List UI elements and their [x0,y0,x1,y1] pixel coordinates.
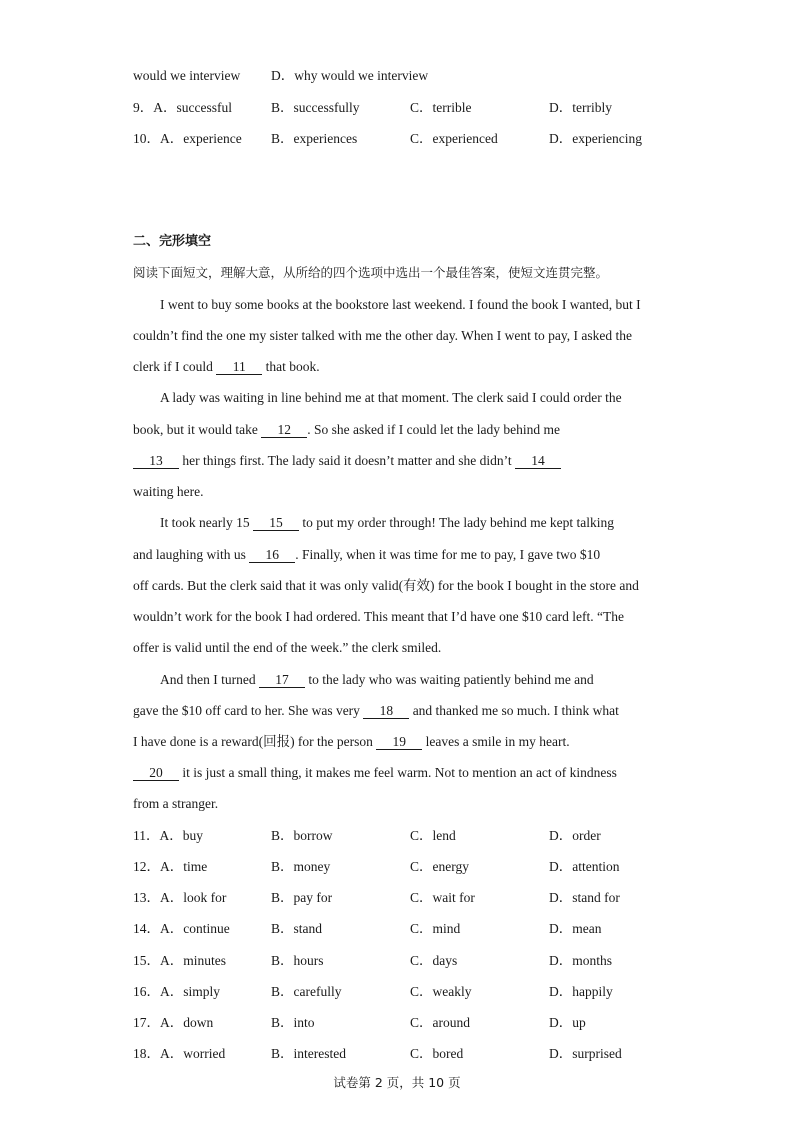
q18-option-b: B．interested [271,1046,346,1061]
q14-option-b: B．stand [271,921,323,936]
q14-option-row [133,920,693,938]
passage-line: It took nearly 15 15 to put my order through! The lady behind me kept talking [160,515,615,530]
passage-line: 20 it is just a small thing, it makes me feel warm. Not to mention an act of kindness [133,764,617,782]
q12-option-b: B．money [271,859,331,874]
q16-option-a: 16．A．simply [133,984,221,999]
q8-option-c-continued: would we interview [133,68,241,83]
q11-option-b: B．borrow [271,828,333,843]
section-instruction: 阅读下面短文，理解大意，从所给的四个选项中选出一个最佳答案，使短文连贯完整。 [133,265,609,280]
q15-option-row [133,952,693,970]
q13-option-c: C．wait for [410,890,475,905]
passage-line: off cards. But the clerk said that it was only valid(有效) for the book I bought in the store and [133,578,639,593]
page-footer: 试卷第 2 页，共 10 页 [333,1075,461,1090]
blank-14: 14 [515,453,561,469]
blank-15: 15 [253,515,299,531]
passage-line: offer is valid until the end of the week.” the clerk smiled. [133,640,442,655]
passage-line: 13 her things first. The lady said it doesn’t matter and she didn’t 14 [133,452,561,470]
q14-option-a: 14．A．continue [133,921,230,936]
q13-option-d: D．stand for [549,890,620,905]
q15-option-a: 15．A．minutes [133,953,226,968]
passage-line: gave the $10 off card to her. She was very 18 and thanked me so much. I think what [133,703,619,718]
q10-option-d: D．experiencing [549,131,642,146]
passage-line: A lady was waiting in line behind me at that moment. The clerk said I could order the [160,390,622,405]
q10-option-row [133,130,693,148]
q9-option-row [133,99,693,117]
q9-option-a: 9．A．successful [133,100,232,115]
blank-16: 16 [249,547,295,563]
q17-option-b: B．into [271,1015,315,1030]
q18-option-c: C．bored [410,1046,464,1061]
q17-option-c: C．around [410,1015,470,1030]
q13-option-a: 13．A．look for [133,890,227,905]
q17-option-d: D．up [549,1015,586,1030]
q12-option-c: C．energy [410,859,469,874]
passage-line: I have done is a reward(回报) for the person 19 leaves a smile in my heart. [133,734,570,749]
blank-12: 12 [261,422,307,438]
q11-option-d: D．order [549,828,601,843]
passage-line: couldn’t find the one my sister talked with me the other day. When I went to pay, I asked the [133,328,632,343]
passage-line: waiting here. [133,484,204,499]
q12-option-row [133,858,693,876]
q15-option-d: D．months [549,953,613,968]
q9-option-c: C．terrible [410,100,472,115]
q12-option-d: D．attention [549,859,620,874]
q16-option-d: D．happily [549,984,613,999]
q18-option-row [133,1045,693,1063]
q18-option-d: D．surprised [549,1046,622,1061]
q9-option-d: D．terribly [549,100,612,115]
blank-13: 13 [133,453,179,469]
q13-option-b: B．pay for [271,890,333,905]
passage-line: wouldn’t work for the book I had ordered. This meant that I’d have one $10 card left. “The [133,609,624,624]
q15-option-c: C．days [410,953,458,968]
passage-line: book, but it would take 12 . So she asked if I could let the lady behind me [133,422,560,437]
passage-line: from a stranger. [133,796,219,811]
q18-option-a: 18．A．worried [133,1046,226,1061]
q16-option-row [133,983,693,1001]
q12-option-a: 12．A．time [133,859,208,874]
q10-option-c: C．experienced [410,131,498,146]
section-title: 二、完形填空 [133,234,212,249]
passage-line: And then I turned 17 to the lady who was waiting patiently behind me and [160,672,594,687]
q10-option-b: B．experiences [271,131,358,146]
q8-option-d: D．why would we interview [271,68,429,83]
passage-line: I went to buy some books at the bookstore last weekend. I found the book I wanted, but I [160,297,641,312]
blank-11: 11 [216,359,262,375]
q15-option-b: B．hours [271,953,324,968]
blank-20: 20 [133,765,179,781]
blank-18: 18 [363,703,409,719]
blank-17: 17 [259,672,305,688]
q13-option-row [133,889,693,907]
q8-option-row [133,67,693,85]
q10-option-a: 10．A．experience [133,131,242,146]
q11-option-c: C．lend [410,828,456,843]
q14-option-d: D．mean [549,921,602,936]
passage-line: and laughing with us 16 . Finally, when it was time for me to pay, I gave two $10 [133,547,601,562]
q17-option-a: 17．A．down [133,1015,214,1030]
q16-option-b: B．carefully [271,984,342,999]
q16-option-c: C．weakly [410,984,472,999]
q14-option-c: C．mind [410,921,461,936]
blank-19: 19 [376,734,422,750]
q11-option-row [133,827,693,845]
q11-option-a: 11．A．buy [133,828,203,843]
q9-option-b: B．successfully [271,100,360,115]
q17-option-row [133,1014,693,1032]
passage-line: clerk if I could 11 that book. [133,359,320,374]
